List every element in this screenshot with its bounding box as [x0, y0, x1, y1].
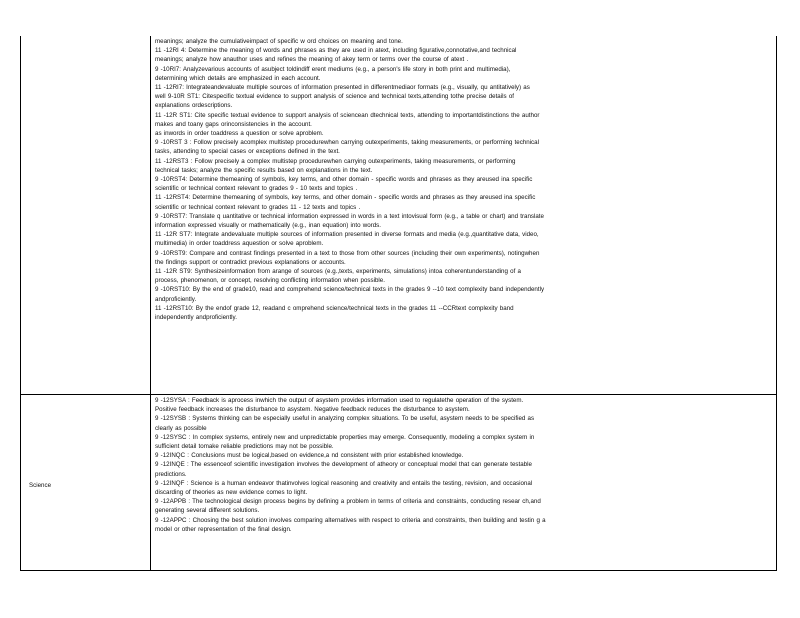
- ela-standard-line: andproficiently.: [155, 295, 197, 303]
- ela-standard-line: 9 -10RST4: Determine themeaning of symbols, key terms, and other domain - specific words and phrases as they areused ina specific: [155, 176, 533, 184]
- science-standard-line: 9 -12SYSB : Systems thinking can be especially useful in analyzing complex situations. To be useful, asystem needs to be specified as: [155, 415, 535, 423]
- ela-standard-line: information expressed visually or mathematically (e.g., inan equation) into words.: [155, 222, 381, 230]
- ela-standard-line: 11 -12RI7: Integrateandevaluate multiple sources of information presented in differentmediaor formats (e.g., visually, qu antitatively) as: [155, 84, 530, 92]
- ela-standard-line: 9 -10RST10: By the end of grade10, read and comprehend science/technical texts in the grades 9 --10 text complexity band independently: [155, 286, 545, 294]
- ela-standard-line: process, phenomenon, or concept, resolving conflicting information when possible.: [155, 277, 385, 285]
- ela-standard-line: meanings; analyze the cumulativeimpact of specific w ord choices on meaning and tone.: [155, 38, 403, 45]
- ela-standard-line: determining which details are emphasized in each account.: [155, 74, 321, 82]
- ela-standard-line: meanings; analyze how anauthor uses and refines the meaning of akey term or terms over the course of atext .: [155, 56, 469, 64]
- science-standard-line: generating several different solutions.: [155, 507, 260, 515]
- ela-standard-line: as inwords in order toaddress a question or solve aproblem.: [155, 130, 324, 138]
- ela-standard-line: 11 -12RST3 : Follow precisely a complex multistep procedurewhen carrying outexperiments, taking measurements, or performing: [155, 157, 516, 165]
- science-standard-line: 9 -12INQE : The essenceof scientific investigation involves the development of atheory or conceptual model that can generate testable: [155, 461, 532, 469]
- ela-standard-line: 11 -12RST4: Determine themeaning of symbols, key terms, and other domain - specific words and phrases as they areused ina specific: [155, 194, 536, 202]
- science-standard-line: 9 -12INQC : Conclusions must be logical,based on evidence,a nd consistent with prior established knowledge.: [155, 452, 464, 460]
- ela-standard-line: scientific or technical context relevant to grades 9 - 10 texts and topics .: [155, 185, 358, 193]
- table-row-divider: [20, 394, 777, 395]
- ela-standard-line: 11 -12RST10: By the endof grade 12, readand c omprehend science/technical texts in the grades 11 --CCRtext complexity band: [155, 304, 514, 312]
- ela-standard-line: scientific or technical context relevant to grades 11 - 12 texts and topics .: [155, 203, 361, 211]
- ela-standard-line: 11 -12R ST9: Synthesizeinformation from arange of sources (e.g.,texts, experiments, simulations) intoa coherentunderstanding of a: [155, 268, 521, 276]
- ela-standard-line: tasks, attending to special cases or exceptions defined in the text.: [155, 148, 340, 156]
- ela-standard-line: makes and toany gaps orinconsistencies in the account.: [155, 120, 312, 128]
- table-right-border: [776, 36, 777, 571]
- ela-standards-cell: [155, 37, 771, 322]
- science-standard-line: discarding of theories as new evidence comes to light.: [155, 489, 308, 497]
- ela-standard-line: 9 -10RST9: Compare and contrast findings presented in a text to those from other sources (including their own experiments), notingwhen: [155, 249, 540, 257]
- science-standard-line: model or other representation of the final design.: [155, 525, 292, 533]
- ela-standard-line: 11 -12R ST1: Cite specific textual evidence to support analysis of sciencean dtechnical texts, attending to importantdistinctions the author: [155, 111, 540, 119]
- science-standard-line: 9 -12SYSC : In complex systems, entirely new and unpredictable properties may emerge. Consequently, modeling a complex system in: [155, 433, 535, 441]
- table-left-border: [20, 36, 21, 571]
- ela-standard-line: 9 -10RI7: Analyzevarious accounts of asubject toldindiff erent mediums (e.g., a person's life story in both print and multimedia),: [155, 65, 511, 73]
- science-standard-line: 9 -12APPB : The technological design process begins by defining a problem in terms of criteria and constraints, conducting resear ch,and: [155, 498, 541, 506]
- ela-standard-line: well 9-10R ST1: Citespecific textual evidence to support analysis of science and technical texts,attending tothe precise details of: [155, 93, 514, 101]
- row-label-science: Science: [29, 482, 52, 489]
- ela-standard-line: the findings support or contradict previous explanations or accounts.: [155, 258, 346, 266]
- ela-standard-line: technical tasks; analyze the specific results based on explanations in the text.: [155, 166, 373, 174]
- science-standard-line: sufficient detail tomake reliable predictions may not be possible.: [155, 443, 334, 451]
- ela-standard-line: 11 -12R ST7: Integrate andevaluate multiple sources of information presented in diverse formats and media (e.g.,quantitative data, video,: [155, 231, 539, 239]
- table-column-divider: [150, 36, 151, 571]
- table-bottom-border: [20, 570, 777, 571]
- ela-standard-line: independently andproficiently.: [155, 314, 237, 322]
- science-standard-line: predictions.: [155, 470, 187, 478]
- science-standard-line: 9 -12INQF : Science is a human endeavor thatinvolves logical reasoning and creativity and entails the testing, revision, and occasional: [155, 479, 533, 487]
- science-standard-line: 9 -12SYSA : Feedback is aprocess inwhich the output of asystem provides information used to regulatethe operation of the system.: [155, 397, 524, 404]
- ela-standard-line: explanations ordescriptions.: [155, 102, 233, 110]
- ela-standard-line: multimedia) in order toaddress aquestion or solve aproblem.: [155, 240, 324, 248]
- science-standard-line: clearly as possible: [155, 424, 207, 432]
- science-standards-cell: [155, 396, 771, 534]
- science-standard-line: Positive feedback increases the disturbance to asystem. Negative feedback reduces the disturbance to asystem.: [155, 406, 470, 414]
- ela-standard-line: 9 -10RST 3 : Follow precisely acomplex multistep procedurewhen carrying outexperiments, taking measurements, or performing technical: [155, 139, 539, 147]
- ela-standard-line: 11 -12RI 4: Determine the meaning of words and phrases as they are used in atext, including figurative,connotative,and technical: [155, 47, 517, 55]
- ela-standard-line: 9 -10RST7: Translate q uantitative or technical information expressed in words in a text intovisual form (e.g., a table or chart) and translate: [155, 212, 544, 220]
- science-standard-line: 9 -12APPC : Choosing the best solution involves comparing alternatives with respect to criteria and constraints, then building and testin g a: [155, 516, 546, 524]
